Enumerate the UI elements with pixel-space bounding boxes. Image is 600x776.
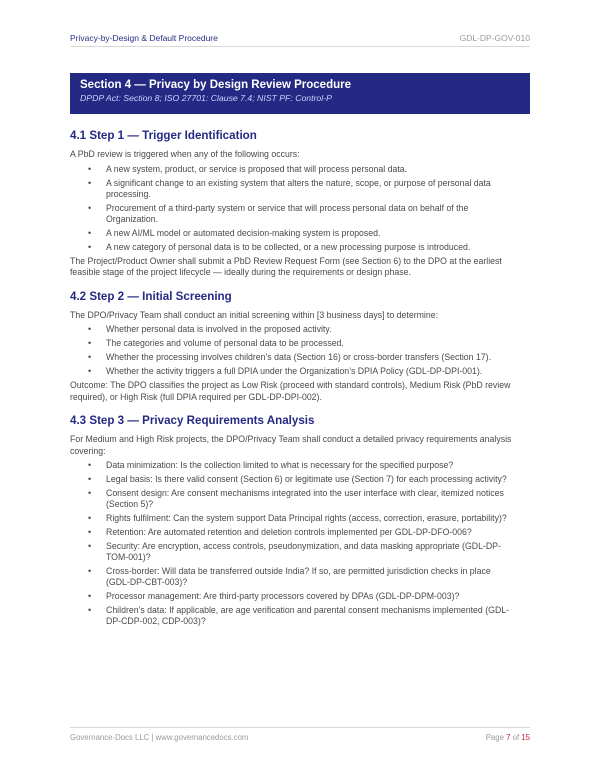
list-item: • Cross-border: Will data be transferred outside India? If so, are permitted jurisdiction checks in place (GDL-DP-CBT-003)? — [88, 566, 491, 587]
bullet-icon: • — [88, 163, 92, 174]
main-content — [70, 125, 530, 630]
paragraph: A PbD review is triggered when any of the following occurs: — [70, 149, 300, 159]
document-title: Privacy-by-Design & Default Procedure — [70, 33, 218, 43]
bullet-icon: • — [88, 527, 92, 537]
bullet-icon: • — [88, 202, 92, 213]
list-item: • Rights fulfilment: Can the system support Data Principal rights (access, correction, erasure, portability)? — [88, 513, 507, 523]
bullet-list — [70, 164, 530, 253]
list-item: • The categories and volume of personal data to be processed. — [88, 338, 344, 348]
section-title: Section 4 — Privacy by Design Review Procedure — [80, 79, 351, 91]
subsection-heading: 4.3 Step 3 — Privacy Requirements Analysis — [70, 414, 315, 427]
bullet-list — [70, 324, 530, 377]
bullet-icon: • — [88, 541, 92, 551]
bullet-icon: • — [88, 460, 92, 470]
list-item: • Consent design: Are consent mechanisms integrated into the user interface with clear, itemized notices (Section 5)? — [88, 488, 504, 509]
bullet-icon: • — [88, 366, 92, 376]
bullet-icon: • — [88, 605, 92, 615]
section-banner — [70, 73, 530, 114]
list-item: • Processor management: Are third-party processors covered by DPAs (GDL-DP-DPM-003)? — [88, 591, 460, 601]
bullet-icon: • — [88, 241, 92, 252]
bullet-icon: • — [88, 488, 92, 498]
paragraph: Outcome: The DPO classifies the project as Low Risk (proceed with standard controls), Medium Risk (PbD review required), or High Risk (full DPIA required per GDL-DP-DPI-002). — [70, 380, 511, 402]
list-item: • Whether personal data is involved in the proposed activity. — [88, 324, 332, 334]
bullet-icon: • — [88, 352, 92, 362]
page-footer — [70, 727, 530, 744]
list-item: • Children’s data: If applicable, are age verification and parental consent mechanisms implemented (GDL-DP-CDP-002, CDP-003)? — [88, 605, 510, 626]
paragraph: The Project/Product Owner shall submit a PbD Review Request Form (see Section 6) to the DPO at the earliest feasible stage of the project lifecycle — ideally during the requirements or design phase. — [70, 255, 502, 277]
subsection-4-1 — [70, 127, 530, 279]
document-code: GDL-DP-GOV-010 — [459, 33, 530, 43]
company-website: Governance-Docs LLC | www.governancedocs.com — [70, 733, 249, 742]
bullet-icon: • — [88, 338, 92, 348]
paragraph: The DPO/Privacy Team shall conduct an initial screening within [3 business days] to determine: — [70, 309, 439, 320]
paragraph: For Medium and High Risk projects, the DPO/Privacy Team shall conduct a detailed privacy requirements analysis covering: — [70, 434, 512, 456]
list-item: • A new system, product, or service is proposed that will process personal data. — [88, 163, 408, 174]
list-item: • A significant change to an existing system that alters the nature, scope, or purpose of personal data processing. — [88, 177, 491, 199]
list-item: • Security: Are encryption, access controls, pseudonymization, and data masking appropriate (GDL-DP-TOM-001)? — [88, 541, 501, 562]
subsection-4-3 — [70, 412, 530, 627]
section-references: DPDP Act: Section 8; ISO 27701: Clause 7.4; NIST PF: Control-P — [80, 93, 332, 103]
subsection-heading: 4.1 Step 1 — Trigger Identification — [70, 129, 257, 142]
list-item: • A new category of personal data is to be collected, or a new processing purpose is introduced. — [88, 241, 471, 252]
page-header — [70, 32, 530, 47]
list-item: • Whether the processing involves children’s data (Section 16) or cross-border transfers (Section 17). — [88, 352, 492, 362]
list-item: • A new AI/ML model or automated decision-making system is proposed. — [88, 227, 381, 238]
list-item: • Whether the activity triggers a full DPIA under the Organization’s DPIA Policy (GDL-DP-DPI-001). — [88, 366, 483, 376]
bullet-icon: • — [88, 513, 92, 523]
bullet-icon: • — [88, 591, 92, 601]
bullet-list — [70, 460, 530, 627]
page-number: Page 7 of 15 — [485, 733, 530, 742]
bullet-icon: • — [88, 474, 92, 484]
bullet-icon: • — [88, 566, 92, 576]
bullet-icon: • — [88, 227, 92, 238]
list-item: • Procurement of a third-party system or service that will process personal data on behalf of the Organization. — [88, 202, 469, 224]
subsection-4-2 — [70, 288, 530, 404]
subsection-heading: 4.2 Step 2 — Initial Screening — [70, 289, 232, 303]
bullet-icon: • — [88, 324, 92, 334]
list-item: • Legal basis: Is there valid consent (Section 6) or legitimate use (Section 7) for each processing activity? — [88, 474, 507, 484]
list-item: • Retention: Are automated retention and deletion controls implemented per GDL-DP-DFO-006? — [88, 527, 472, 537]
list-item: • Data minimization: Is the collection limited to what is necessary for the specified purpose? — [88, 460, 454, 470]
bullet-icon: • — [88, 177, 92, 188]
